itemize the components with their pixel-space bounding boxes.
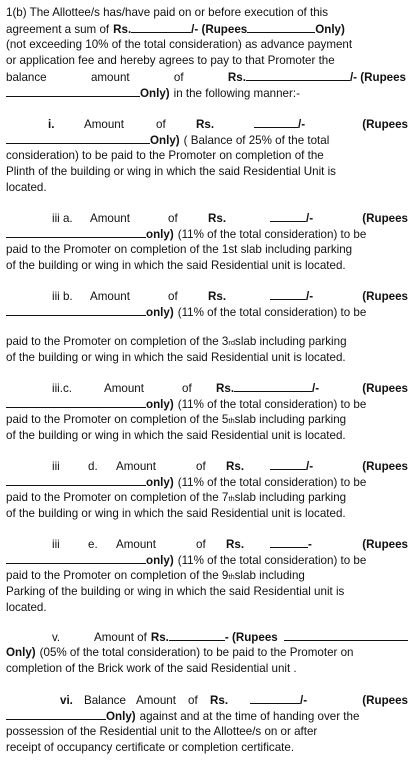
blank-words: [6, 552, 146, 564]
item-number: v.: [52, 631, 61, 644]
blank-amount: [270, 210, 306, 222]
item-text: of the building or wing in which the said Residential unit is located.: [6, 429, 346, 442]
item-text: located.: [6, 181, 47, 194]
rupees-label: (Rupees: [362, 290, 408, 303]
item-text: of the building or wing in which the said Residential unit is located.: [6, 507, 346, 520]
item-number: iii a.: [52, 212, 73, 225]
item-iiid-line-3: paid to the Promoter on completion of the 7 th slab including parking: [6, 491, 347, 504]
of-label: of: [196, 538, 206, 551]
item-number: iii: [52, 460, 60, 473]
only-label: only): [146, 398, 174, 411]
item-text: ( Balance of 25% of the total: [183, 134, 330, 147]
rs-label: Rs.: [226, 460, 245, 473]
item-iiie-line-2: [6, 552, 408, 569]
only-label: only): [146, 306, 174, 319]
item-iiia-line-1: [52, 210, 408, 227]
rs-label: Rs.: [210, 694, 229, 707]
rs-label: Rs.: [226, 538, 245, 551]
blank-words: [6, 474, 146, 486]
item-iiid-line-2: [6, 474, 408, 491]
item-text: of the building or wing in which the said Residential unit is located.: [6, 259, 346, 272]
item-iiic-line-1: [52, 380, 408, 397]
item-iiic-line-4: [6, 428, 408, 444]
item-text: slab including: [234, 569, 305, 582]
item-iiie-line-5: [6, 600, 408, 616]
item-vi-line-2: [6, 708, 408, 725]
amount-label: Amount: [116, 460, 156, 473]
blank-words: [6, 85, 140, 97]
rs-label: Rs.: [113, 23, 132, 36]
item-text: consideration) to be paid to the Promoter on completion of the: [6, 149, 324, 162]
dash-label: /-: [306, 290, 314, 303]
intro-line-3: [6, 37, 408, 53]
item-iiib-line-4: [6, 350, 408, 366]
rupees-label: (Rupees: [362, 538, 408, 551]
blank-words: [6, 396, 146, 408]
rupees-label: /- (Rupees: [349, 71, 406, 84]
item-iiid-line-4: [6, 506, 408, 522]
rs-label: Rs.: [208, 290, 227, 303]
of-label: of: [196, 460, 206, 473]
item-iiie-line-4: [6, 584, 408, 600]
only-label: only): [146, 476, 174, 489]
item-vi-line-1: [60, 692, 408, 709]
item-vi-line-3: [6, 724, 408, 740]
intro-text: agreement a sum of: [6, 23, 110, 36]
blank-amount: [270, 458, 306, 470]
item-iiic-line-2: [6, 396, 408, 413]
intro-text: (not exceeding 10% of the total consideration) as advance payment: [6, 38, 353, 51]
item-letter: d.: [88, 460, 98, 473]
only-label: Only): [106, 710, 136, 723]
item-iiia-line-2: [6, 226, 408, 243]
item-text: slab including parking: [234, 491, 347, 504]
intro-line-6: [6, 85, 408, 102]
item-iiia-line-4: [6, 258, 408, 274]
only-label: Only): [140, 87, 170, 100]
item-i-line-5: [6, 180, 408, 196]
amount-label: Amount: [90, 290, 130, 303]
amount-label: Amount: [84, 118, 124, 131]
rupees-label: /- (Rupees: [191, 23, 248, 36]
item-number: iii: [52, 538, 60, 551]
item-text: (11% of the total consideration) to be: [177, 554, 367, 567]
amount-label: Amount: [136, 694, 176, 707]
intro-line-4: [6, 53, 408, 69]
intro-line-1: [6, 5, 408, 21]
item-v-line-3: [6, 661, 408, 677]
item-vi-line-4: [6, 740, 408, 756]
item-text: completion of the Brick work of the said Residential unit .: [6, 662, 297, 675]
rupees-label: (Rupees: [362, 460, 408, 473]
item-text: of the building or wing in which the said Residential unit is located.: [6, 351, 346, 364]
item-text: possession of the Residential unit to the Allottee/s on or after: [6, 725, 318, 738]
amount-label: Amount: [90, 212, 130, 225]
blank-words: [6, 226, 146, 238]
dash-label: -: [308, 538, 312, 551]
dash-label: /-: [306, 460, 314, 473]
item-text: (11% of the total consideration) to be: [177, 228, 367, 241]
rs-label: Rs.: [150, 631, 169, 644]
intro-text: or application fee and hereby agrees to pay to that Promoter the: [6, 54, 335, 67]
intro-text: in the following manner:-: [173, 87, 300, 100]
blank-amount: [254, 116, 298, 128]
item-iiie-line-1: [52, 536, 408, 553]
item-text: paid to the Promoter on completion of the 7: [6, 491, 229, 504]
blank-words: [284, 629, 408, 641]
item-iiib-line-1: [52, 288, 408, 305]
item-i-line-2: [6, 132, 408, 149]
item-text: paid to the Promoter on completion of the 1st slab including parking: [6, 243, 353, 256]
item-text: (11% of the total consideration) to be: [177, 306, 367, 319]
intro-text: amount: [90, 71, 130, 84]
blank-words: [6, 132, 150, 144]
amount-label: Amount of: [94, 631, 147, 644]
balance-label: Balance: [84, 694, 126, 707]
of-label: of: [188, 694, 198, 707]
item-iiie-line-3: paid to the Promoter on completion of the 9 th slab including: [6, 569, 305, 582]
only-label: only): [146, 554, 174, 567]
blank-amount: [246, 69, 350, 81]
item-iiib-line-2: [6, 304, 408, 321]
only-label: Only): [6, 646, 36, 659]
rupees-label: (Rupees: [362, 118, 408, 131]
intro-line-5: [6, 69, 406, 86]
blank-words: [6, 708, 106, 720]
item-text: against and at the time of handing over the: [139, 710, 360, 723]
item-text: (11% of the total consideration) to be: [177, 476, 367, 489]
only-label: only): [146, 228, 174, 241]
blank-amount: [131, 21, 191, 33]
blank-amount: [270, 288, 306, 300]
item-iiia-line-3: [6, 242, 408, 258]
item-number: i.: [48, 118, 55, 131]
dash-label: /-: [306, 212, 314, 225]
item-letter: e.: [88, 538, 98, 551]
item-number: vi.: [60, 694, 73, 707]
item-number: iii b.: [52, 290, 73, 303]
dash-label: /-: [298, 118, 306, 131]
item-text: slab including parking: [234, 413, 347, 426]
item-text: slab including parking: [235, 335, 347, 348]
rs-label: Rs.: [216, 382, 235, 395]
item-text: Parking of the building or wing in which the said Residential unit is: [6, 585, 345, 598]
rupees-label: (Rupees: [362, 382, 408, 395]
of-label: of: [168, 212, 178, 225]
item-text: paid to the Promoter on completion of the 3: [6, 335, 229, 348]
intro-text: balance: [6, 71, 47, 84]
item-iiib-line-3: paid to the Promoter on completion of the 3 rd slab including parking: [6, 335, 347, 348]
item-iiid-line-1: [52, 458, 408, 475]
amount-label: Amount: [104, 382, 144, 395]
blank-amount: [270, 536, 308, 548]
item-iiic-line-3: paid to the Promoter on completion of the 5 th slab including parking: [6, 413, 347, 426]
blank-amount: [169, 629, 225, 641]
item-i-line-3: [6, 148, 408, 164]
item-text: located.: [6, 601, 47, 614]
item-text: receipt of occupancy certificate or completion certificate.: [6, 741, 295, 754]
blank-words: [6, 304, 146, 316]
amount-label: Amount: [116, 538, 156, 551]
only-label: Only): [315, 23, 345, 36]
item-number: iii.c.: [52, 382, 72, 395]
rs-label: Rs.: [208, 212, 227, 225]
of-label: of: [182, 382, 192, 395]
dash-label: /-: [312, 382, 320, 395]
only-label: Only): [150, 134, 180, 147]
item-i-line-4: [6, 164, 408, 180]
intro-line-2: [6, 21, 408, 38]
item-v-line-1: [52, 629, 408, 646]
dash-label: /-: [300, 694, 308, 707]
rupees-label: - (Rupees: [224, 631, 278, 644]
item-text: (11% of the total consideration) to be: [177, 398, 367, 411]
blank-amount: [250, 692, 300, 704]
item-v-line-2: [6, 645, 408, 661]
of-label: of: [168, 290, 178, 303]
blank-amount: [234, 380, 312, 392]
intro-text: of: [173, 71, 184, 84]
rupees-label: (Rupees: [362, 694, 408, 707]
rupees-label: (Rupees: [362, 212, 408, 225]
rs-label: Rs.: [227, 71, 246, 84]
item-i-line-1: [48, 116, 408, 133]
of-label: of: [156, 118, 166, 131]
item-text: paid to the Promoter on completion of the 5: [6, 413, 229, 426]
item-text: (05% of the total consideration) to be paid to the Promoter on: [39, 646, 354, 659]
item-text: paid to the Promoter on completion of the 9: [6, 569, 229, 582]
item-text: Plinth of the building or wing in which the said Residential Unit is: [6, 165, 336, 178]
blank-words: [247, 21, 315, 33]
rs-label: Rs.: [196, 118, 215, 131]
intro-text: 1(b) The Allottee/s has/have paid on or before execution of this: [6, 6, 329, 19]
